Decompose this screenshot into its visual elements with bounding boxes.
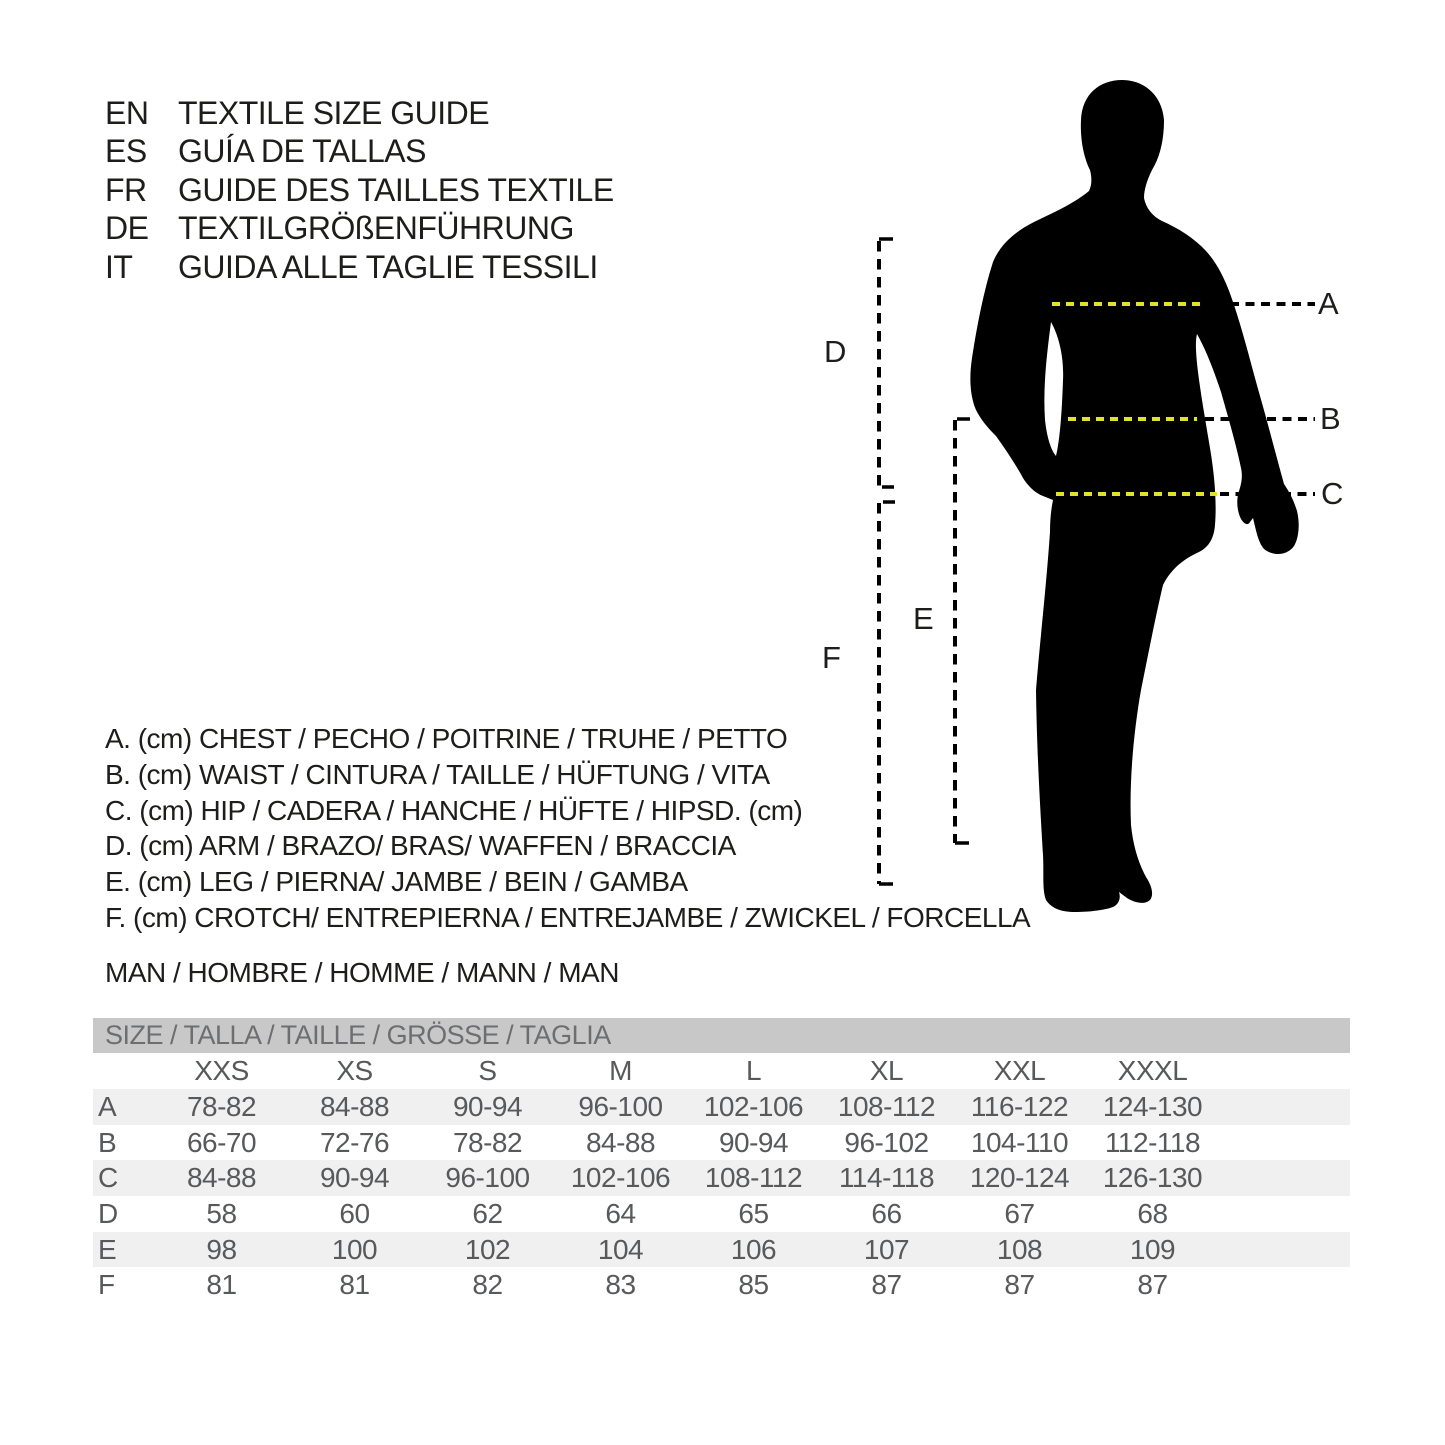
man-silhouette — [970, 80, 1298, 912]
language-row — [105, 132, 426, 170]
size-value: 112-118 — [1104, 1126, 1201, 1158]
measure-description: A. (cm) CHEST / PECHO / POITRINE / TRUHE / PETTO — [105, 723, 788, 754]
row-label: A — [98, 1090, 117, 1122]
size-value: 96-100 — [578, 1090, 663, 1122]
size-value: 124-130 — [1102, 1090, 1203, 1122]
size-value: 102-106 — [703, 1090, 804, 1122]
measure-description: F. (cm) CROTCH/ ENTREPIERNA / ENTREJAMBE / ZWICKEL / FORCELLA — [105, 902, 1031, 933]
language-row — [105, 248, 598, 286]
row-label: F — [98, 1269, 115, 1301]
size-value: 60 — [339, 1197, 370, 1229]
size-value: 109 — [1129, 1233, 1176, 1265]
measure-description: E. (cm) LEG / PIERNA/ JAMBE / BEIN / GAMBA — [105, 866, 688, 897]
measure-description: B. (cm) WAIST / CINTURA / TAILLE / HÜFTUNG / VITA — [105, 759, 770, 790]
table-row — [93, 1196, 1350, 1232]
size-value: 120-124 — [969, 1162, 1070, 1194]
size-value: 90-94 — [319, 1162, 390, 1194]
size-value: 83 — [605, 1269, 636, 1301]
table-row — [93, 1089, 1350, 1125]
size-value: 82 — [472, 1269, 503, 1301]
size-value: 84-88 — [319, 1090, 390, 1122]
size-table — [93, 1018, 1350, 1303]
size-value: 116-122 — [970, 1090, 1069, 1122]
size-value: 67 — [1004, 1197, 1035, 1229]
guide-title: GUIDA ALLE TAGLIE TESSILI — [178, 249, 598, 285]
size-value: 66-70 — [186, 1126, 257, 1158]
size-value: 96-102 — [844, 1126, 929, 1158]
size-value: 104 — [597, 1233, 644, 1265]
guide-title: GUIDE DES TAILLES TEXTILE — [178, 172, 614, 208]
measure-description: C. (cm) HIP / CADERA / HANCHE / HÜFTE / HIPSD. (cm) — [105, 795, 803, 826]
language-code: FR — [105, 172, 147, 208]
language-row — [105, 171, 614, 209]
size-value: 78-82 — [186, 1090, 257, 1122]
size-value: 98 — [206, 1233, 237, 1265]
category-line: MAN / HOMBRE / HOMME / MANN / MAN — [105, 957, 619, 988]
size-value: 64 — [605, 1197, 636, 1229]
language-code: IT — [105, 249, 133, 285]
guide-title: TEXTILE SIZE GUIDE — [178, 95, 490, 131]
guide-title: TEXTILGRÖßENFÜHRUNG — [178, 210, 574, 246]
size-value: 108-112 — [837, 1090, 936, 1122]
row-label: C — [98, 1162, 118, 1194]
size-value: 87 — [871, 1269, 902, 1301]
column-header: XXS — [194, 1055, 249, 1086]
size-value: 68 — [1137, 1197, 1168, 1229]
column-header: XS — [336, 1055, 373, 1086]
size-value: 107 — [863, 1233, 910, 1265]
row-label: E — [98, 1233, 117, 1265]
column-header: L — [745, 1055, 762, 1086]
leg-label: E — [913, 601, 934, 636]
column-header: S — [478, 1055, 497, 1086]
language-code: ES — [105, 133, 147, 169]
size-value: 62 — [472, 1197, 503, 1229]
crotch-label: F — [822, 640, 841, 675]
size-value: 102-106 — [570, 1162, 671, 1194]
size-value: 87 — [1137, 1269, 1168, 1301]
size-value: 90-94 — [452, 1090, 523, 1122]
size-value: 84-88 — [186, 1162, 257, 1194]
table-row — [93, 1267, 1350, 1303]
size-table-header-row — [93, 1053, 1350, 1089]
size-value: 81 — [206, 1269, 237, 1301]
guide-title: GUÍA DE TALLAS — [178, 133, 426, 169]
measure-description: D. (cm) ARM / BRAZO/ BRAS/ WAFFEN / BRACCIA — [105, 830, 736, 861]
column-header: XXXL — [1117, 1055, 1188, 1086]
size-value: 108 — [996, 1233, 1043, 1265]
size-value: 72-76 — [319, 1126, 390, 1158]
size-table-title: SIZE / TALLA / TAILLE / GRÖSSE / TAGLIA — [105, 1020, 611, 1050]
size-value: 78-82 — [452, 1126, 523, 1158]
language-row — [105, 209, 574, 247]
size-value: 108-112 — [704, 1162, 803, 1194]
size-value: 106 — [730, 1233, 777, 1265]
language-code: DE — [105, 210, 149, 246]
table-row — [93, 1125, 1350, 1161]
size-value: 85 — [738, 1269, 769, 1301]
column-header: XXL — [993, 1055, 1046, 1086]
size-table-title-bar — [93, 1018, 1350, 1053]
size-value: 90-94 — [718, 1126, 789, 1158]
size-value: 126-130 — [1102, 1162, 1203, 1194]
size-value: 104-110 — [970, 1126, 1069, 1158]
size-value: 58 — [206, 1197, 237, 1229]
size-value: 84-88 — [585, 1126, 656, 1158]
size-value: 96-100 — [445, 1162, 530, 1194]
column-header: M — [609, 1055, 632, 1086]
arm-label: D — [824, 334, 846, 369]
table-row — [93, 1160, 1350, 1196]
column-header: XL — [869, 1055, 904, 1086]
size-value: 100 — [331, 1233, 378, 1265]
size-value: 114-118 — [838, 1162, 935, 1194]
hip-label: C — [1321, 476, 1343, 511]
row-label: B — [98, 1126, 117, 1158]
size-value: 87 — [1004, 1269, 1035, 1301]
man-silhouette-graphic — [780, 70, 1400, 930]
size-value: 102 — [464, 1233, 511, 1265]
waist-label: B — [1320, 401, 1341, 436]
size-value: 81 — [339, 1269, 370, 1301]
size-value: 65 — [738, 1197, 769, 1229]
size-value: 66 — [871, 1197, 902, 1229]
chest-label: A — [1318, 286, 1339, 321]
table-row — [93, 1232, 1350, 1268]
row-label: D — [98, 1197, 118, 1229]
language-row — [105, 94, 489, 132]
language-code: EN — [105, 95, 149, 131]
